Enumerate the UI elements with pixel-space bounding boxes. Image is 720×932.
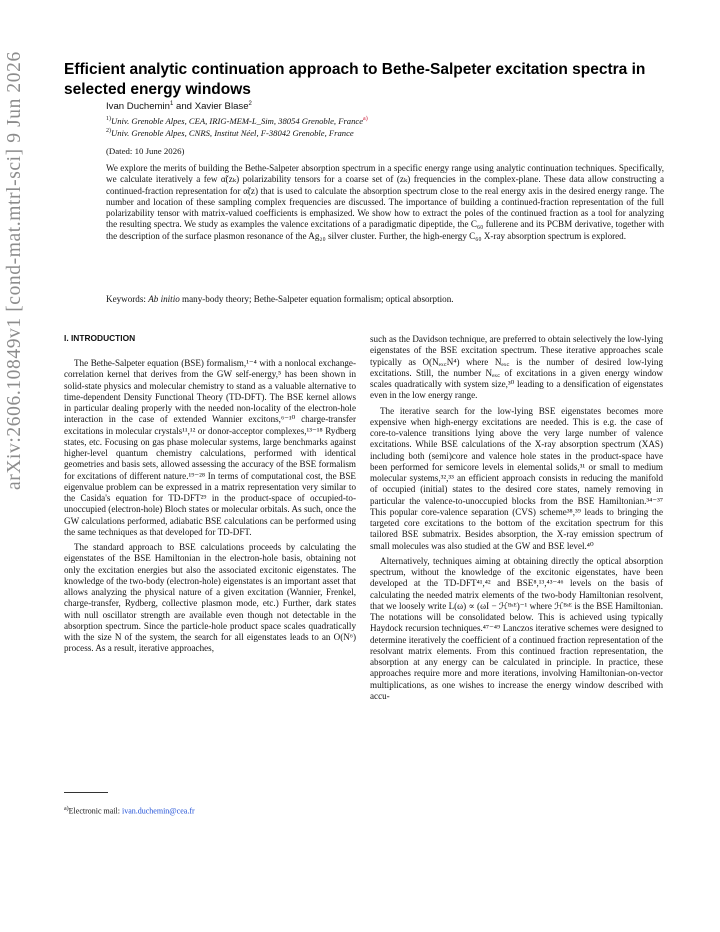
affiliation-2: [106, 126, 354, 139]
keywords-line: [106, 294, 454, 304]
affiliation-mark: 1): [106, 116, 111, 122]
author-name: Ivan Duchemin: [106, 101, 170, 113]
body-paragraph: Alternatively, techniques aiming at obtaining directly the optical absorption spectrum, without the knowledge of the excitonic eigenstates, have been developed at the TD-DFT⁴¹,⁴² and BSE⁸,¹³,⁴³⁻⁴⁶ levels on the basis of calculating the needed matrix elements of the two-body Hamiltonian resolvent, that we loosely write L(ω) ∝ (ωI − ℋᴮˢᴱ)⁻¹ where ℋᴮˢᴱ is the BSE Hamiltonian. The notations will be consolidated below. This is achieved using typically Haydock recursion techniques.⁴⁷⁻⁴⁹ Lanczos iterative schemes were designed to determine iteratively the coefficient of a continued fraction representation of the resolvant matrix elements. From this continued fraction representation, the absorption at any energy can be calculated in principle. In practice, these approaches require more and more iterations, involving Hamiltonian-on-vector multiplications, as one wishes to increase the energy window described with accu-: [370, 555, 663, 701]
keywords-italic: Ab initio: [148, 294, 180, 304]
author-list: [106, 101, 252, 112]
author-affiliation-mark: 1: [170, 101, 174, 107]
footnote-rule: [64, 792, 108, 793]
footnote: [64, 806, 195, 816]
date-line: (Dated: 10 June 2026): [106, 146, 185, 156]
abstract: We explore the merits of building the Bethe-Salpeter absorption spectrum in a specific energy range using analytic continuation techniques. Specifically, we calculate iteratively a few α̃(zₖ) polarizability tensors for a coarse set of (zₖ) frequencies in the complex-plane. These data allow constructing a continued-fraction representation for α̃(z) that is used to calculate the absorption spectrum close to the real energy axis in the desired energy range. The number and location of these sampling complex frequencies are discussed. The importance of building a continued-fraction representation of the full polarizability tensor with matrix-valued coefficients is emphasized. We show how to extract the poles of the continued fraction as a tool for analyzing the resulting spectra. We study as examples the valence excitations of a paradigmatic dipeptide, the C₆₀ fullerene and its PCBM derivative, together with the description of the surface plasmon resonance of the Ag₂₀ silver cluster. Further, the high-energy C₆₀ X-ray absorption spectrum is explored.: [106, 163, 664, 241]
footnote-mark[interactable]: a): [363, 116, 368, 122]
section-heading: I. INTRODUCTION: [64, 333, 136, 343]
body-paragraph: The Bethe-Salpeter equation (BSE) formalism,¹⁻⁴ with a nonlocal exchange-correlation kernel that derives from the GW self-energy,⁵ has been shown in solid-state physics and molecular chemistry to stand as a valuable alternative to time-dependent Density Functional Theory (TD-DFT). The BSE kernel allows in particular dealing properly with the needed non-locality of the electron-hole interaction in the case of extended Wannier excitons,⁶⁻¹⁰ charge-transfer excitations in molecular crystals¹¹,¹² or donor-acceptor complexes,¹³⁻¹⁸ Rydberg states, etc. Focusing on gas phase molecular systems, large benchmarks against higher-level quantum chemistry calculations, performed with identical geometries and basis sets, allowed assessing the accuracy of the BSE formalism for excitations of different nature.¹⁹⁻²⁸ In terms of computational cost, the BSE eigenvalue problem can be expressed in a matrix representation very similar to the Casida's equation for TD-DFT²⁹ in the product-space of occupied-to-unoccupied (electron-hole) Bloch states or molecular orbitals. As such, once the GW calculations performed, adiabatic BSE calculations can be performed using the same techniques as that developed for TD-DFT.: [64, 358, 356, 537]
email-link[interactable]: ivan.duchemin@cea.fr: [121, 806, 195, 816]
keywords-label: Keywords:: [106, 294, 146, 304]
arxiv-identifier-stamp: arXiv:2606.10849v1 [cond-mat.mtrl-sci] 9 Jun 2026: [4, 51, 25, 490]
left-column: [64, 358, 356, 659]
body-paragraph: such as the Davidson technique, are preferred to obtain selectively the low-lying eigenstates of the BSE excitation spectrum. These iterative approaches scale typically as O(Nₑₓ꜀N⁴) where Nₑₓ꜀ is the number of desired low-lying excitations. Still, the number Nₑₓ꜀ of excitations in a given energy window scales quadratically with system size,³⁰ leading to a densification of eigenstates even in the low energy range.: [370, 334, 663, 401]
footnote-label: Electronic mail:: [68, 806, 122, 816]
affiliation-text: Univ. Grenoble Alpes, CNRS, Institut Néel, F-38042 Grenoble, France: [111, 127, 354, 138]
author-affiliation-mark: 2: [248, 101, 252, 107]
footnote-mark: a): [64, 806, 69, 812]
affiliation-text: Univ. Grenoble Alpes, CEA, IRIG-MEM-L_Sim, 38054 Grenoble, France: [111, 115, 364, 126]
right-column: [370, 334, 663, 706]
affiliation-1: [106, 114, 368, 127]
paper-title: Efficient analytic continuation approach to Bethe-Salpeter excitation spectra in selected energy windows: [64, 61, 646, 98]
author-name: Xavier Blase: [194, 101, 249, 113]
body-paragraph: The iterative search for the low-lying BSE eigenstates becomes more expensive when high-energy excitations are needed. This is e.g. the case of core-to-valence transitions lying above the very large number of valence excitations. While BSE calculations of the X-ray absorption spectrum (XAS) including both (semi)core and valence hole states in the product-space have been performed for semicore levels in elemental solids,³¹ or small to medium molecular systems,³²,³³ an efficient approach consists in reducing the manifold of occupied (initial) states to the desired core states, namely removing in particular the valence-to-unoccupied blocks from the BSE Hamiltonian.³⁴⁻³⁷ This popular core-valence separation (CVS) scheme³⁸,³⁹ leads to bringing the targeted core excitations to the bottom of the excitation spectrum for this tailored BSE submatrix. Besides absorption, the X-ray emission spectrum of small molecules was also studied at the GW and BSE level.⁴⁰: [370, 405, 663, 551]
author-conjunction: and: [173, 101, 195, 113]
body-paragraph: The standard approach to BSE calculations proceeds by calculating the eigenstates of the BSE Hamiltonian in the electron-hole basis, obtaining not only the excitation energies but also the associated excitonic eigenstates. The knowledge of the two-body (electron-hole) eigenstates is an important asset that allows analyzing the physical nature of a given excitation (Wannier, Frenkel, charge-transfer, Rydberg, collective plasmon mode, etc.) Further, dark states with null oscillator strength are available even though not detectable in the absorption spectrum. Since the particle-hole product space scales quadratically with the size N of the system, the search for all eigenstates leads to an O(N⁶) process. As a result, iterative approaches,: [64, 542, 356, 654]
keywords-text: many-body theory; Bethe-Salpeter equation formalism; optical absorption.: [179, 294, 454, 304]
affiliation-mark: 2): [106, 128, 111, 134]
